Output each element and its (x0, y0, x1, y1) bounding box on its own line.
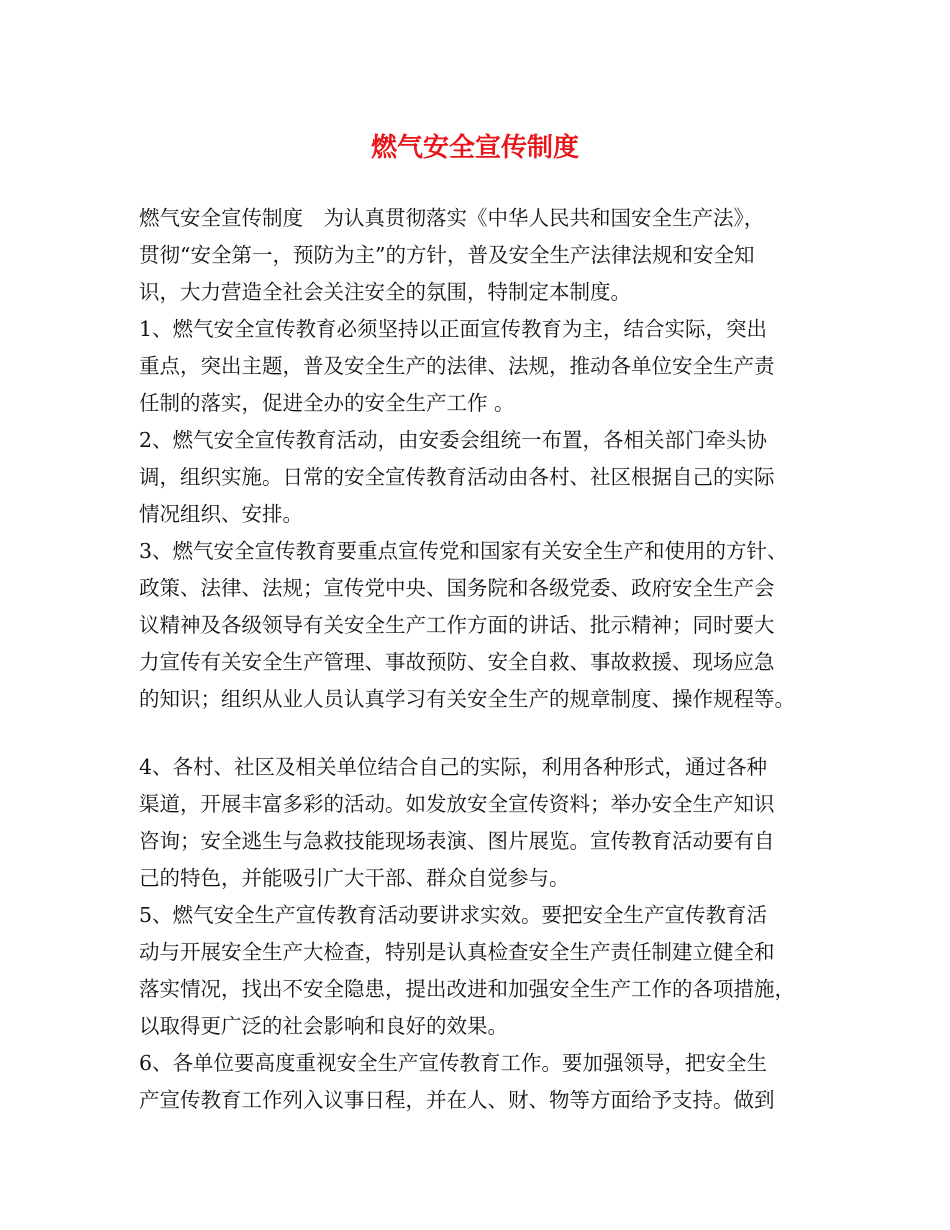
body-line: 任制的落实，促进全办的安全生产工作 。 (139, 391, 515, 415)
body-line: 5、燃气安全生产宣传教育活动要讲求实效。要把安全生产宣传教育活 (139, 903, 768, 927)
body-line: 议精神及各级领导有关安全生产工作方面的讲话、批示精神；同时要大 (139, 613, 775, 637)
paragraph-gap (139, 718, 829, 749)
document-body (139, 200, 829, 1119)
body-line: 3、燃气安全宣传教育要重点宣传党和国家有关安全生产和使用的方针、 (139, 539, 788, 563)
body-line: 6、各单位要高度重视安全生产宣传教育工作。要加强领导，把安全生 (139, 1051, 768, 1075)
body-line: 识，大力营造全社会关注安全的氛围，特制定本制度。 (139, 280, 631, 304)
body-line: 产宣传教育工作列入议事日程，并在人、财、物等方面给予支持。做到 (139, 1088, 775, 1112)
body-line: 重点，突出主题，普及安全生产的法律、法规，推动各单位安全生产责 (139, 354, 775, 378)
body-line: 己的特色，并能吸引广大干部、群众自觉参与。 (139, 866, 570, 890)
body-line: 调，组织实施。日常的安全宣传教育活动由各村、社区根据自己的实际 (139, 465, 775, 489)
body-line: 渠道，开展丰富多彩的活动。如发放安全宣传资料；举办安全生产知识 (139, 792, 775, 816)
body-line: 燃气安全宣传制度 为认真贯彻落实《中华人民共和国安全生产法》， (139, 206, 765, 230)
body-line: 4、各村、社区及相关单位结合自己的实际，利用各种形式，通过各种 (139, 755, 768, 779)
body-line: 以取得更广泛的社会影响和良好的效果。 (139, 1014, 508, 1038)
body-line: 力宣传有关安全生产管理、事故预防、安全自救、事故救援、现场应急 (139, 650, 775, 674)
body-line: 咨询；安全逃生与急救技能现场表演、图片展览。宣传教育活动要有自 (139, 829, 775, 853)
body-line: 贯彻“安全第一，预防为主”的方针，普及安全生产法律法规和安全知 (139, 243, 755, 267)
body-line: 情况组织、安排。 (139, 502, 303, 526)
document-title: 燃气安全宣传制度 (370, 133, 579, 163)
body-line: 的知识；组织从业人员认真学习有关安全生产的规章制度、操作规程等。 (139, 687, 795, 711)
body-line: 1、燃气安全宣传教育必须坚持以正面宣传教育为主，结合实际，突出 (139, 317, 768, 341)
body-line: 落实情况，找出不安全隐患，提出改进和加强安全生产工作的各项措施， (139, 977, 795, 1001)
body-line: 政策、法律、法规；宣传党中央、国务院和各级党委、政府安全生产会 (139, 576, 775, 600)
body-line: 2、燃气安全宣传教育活动，由安委会组统一布置，各相关部门牵头协 (139, 428, 768, 452)
body-line: 动与开展安全生产大检查，特别是认真检查安全生产责任制建立健全和 (139, 940, 775, 964)
